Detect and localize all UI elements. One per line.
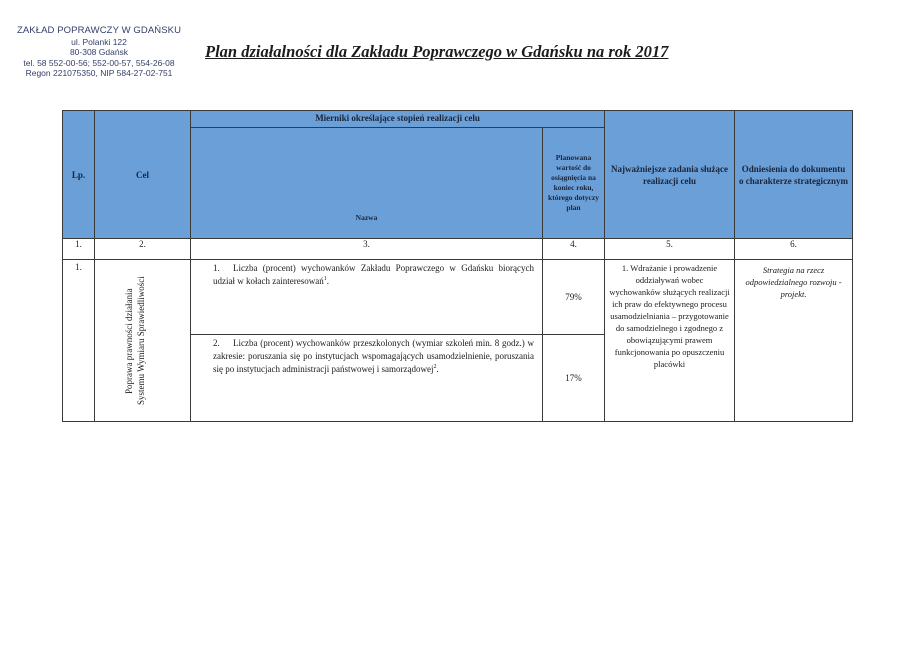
footnote-mark: 2: [433, 364, 437, 370]
header-lp: Lp.: [63, 111, 95, 239]
stamp-line: 80-308 Gdańsk: [69, 47, 129, 57]
column-number: 4.: [543, 239, 605, 260]
header-odniesienia: Odniesienia do dokumentu o charakterze strategicznym: [735, 111, 853, 239]
measure-number: 2.: [213, 338, 220, 348]
header-mierniki: Mierniki określające stopień realizacji celu: [191, 111, 605, 128]
column-number: 1.: [63, 239, 95, 260]
plan-table: [62, 110, 853, 422]
measure-item: 2. Liczba (procent) wychowanków przeszkolonych (wymiar szkoleń min. 8 godz.) w zakresie: poruszania się po instytucjach wspomagających usamodzielnienie, poruszania się po instytucjach administracji państwowej i samorządowej$^2$.: [191, 335, 543, 422]
measure-value: 79%: [543, 260, 605, 335]
header-cel: Cel: [95, 111, 191, 239]
stamp-line: Regon 221075350, NIP 584-27-02-751: [25, 68, 173, 78]
header-planowana: Planowana wartość do osiągnięcia na koniec roku, którego dotyczy plan: [543, 128, 605, 239]
cel-text: Poprawa prawności działania Systemu Wymiaru Sprawiedliwości: [123, 276, 146, 405]
measure-value: 17%: [543, 335, 605, 422]
stamp-line: ZAKŁAD POPRAWCZY W GDAŃSKU: [16, 25, 182, 36]
stamp-line: tel. 58 552-00-56; 552-00-57, 554-26-08: [23, 57, 175, 68]
institution-stamp: [14, 26, 184, 79]
column-number: 6.: [735, 239, 853, 260]
reference-cell: Strategia na rzecz odpowiedzialnego rozwoju - projekt.: [735, 260, 853, 422]
column-number: 2.: [95, 239, 191, 260]
measure-item: 1. Liczba (procent) wychowanków Zakładu Poprawczego w Gdańsku biorących udział w kołach zainteresowań$^1$.: [191, 260, 543, 335]
task-cell: 1. Wdrażanie i prowadzenie oddziaływań wobec wychowanków służących realizacji ich praw do efektywnego procesu usamodzielniania – przygotowanie do samodzielnego i zgodnego z obowiązującymi prawem funkcjonowania po opuszczeniu placówki: [605, 260, 735, 422]
header-nazwa: Nazwa: [191, 128, 543, 239]
column-number: 3.: [191, 239, 543, 260]
measure-text: Liczba (procent) wychowanków Zakładu Poprawczego w Gdańsku biorących udział w kołach zainteresowań: [213, 263, 534, 286]
header-zadania: Najważniejsze zadania służące realizacji celu: [605, 111, 735, 239]
header-row: [63, 111, 853, 128]
footnote-mark: 1: [323, 276, 327, 282]
column-number-row: [63, 239, 853, 260]
measure-text: Liczba (procent) wychowanków przeszkolonych (wymiar szkoleń min. 8 godz.) w zakresie: poruszania się po instytucjach wspomagających usamodzielnienie, poruszania się po instytucjach administracji państwowej i samorządowej: [213, 338, 534, 374]
document-title: Plan działalności dla Zakładu Poprawczego w Gdańsku na rok 2017: [205, 42, 669, 61]
row-lp: 1.: [63, 260, 95, 422]
row-cel: [95, 260, 191, 422]
measure-number: 1.: [213, 263, 220, 273]
stamp-line: ul. Polanki 122: [71, 36, 127, 47]
column-number: 5.: [605, 239, 735, 260]
table-row: [63, 260, 853, 335]
